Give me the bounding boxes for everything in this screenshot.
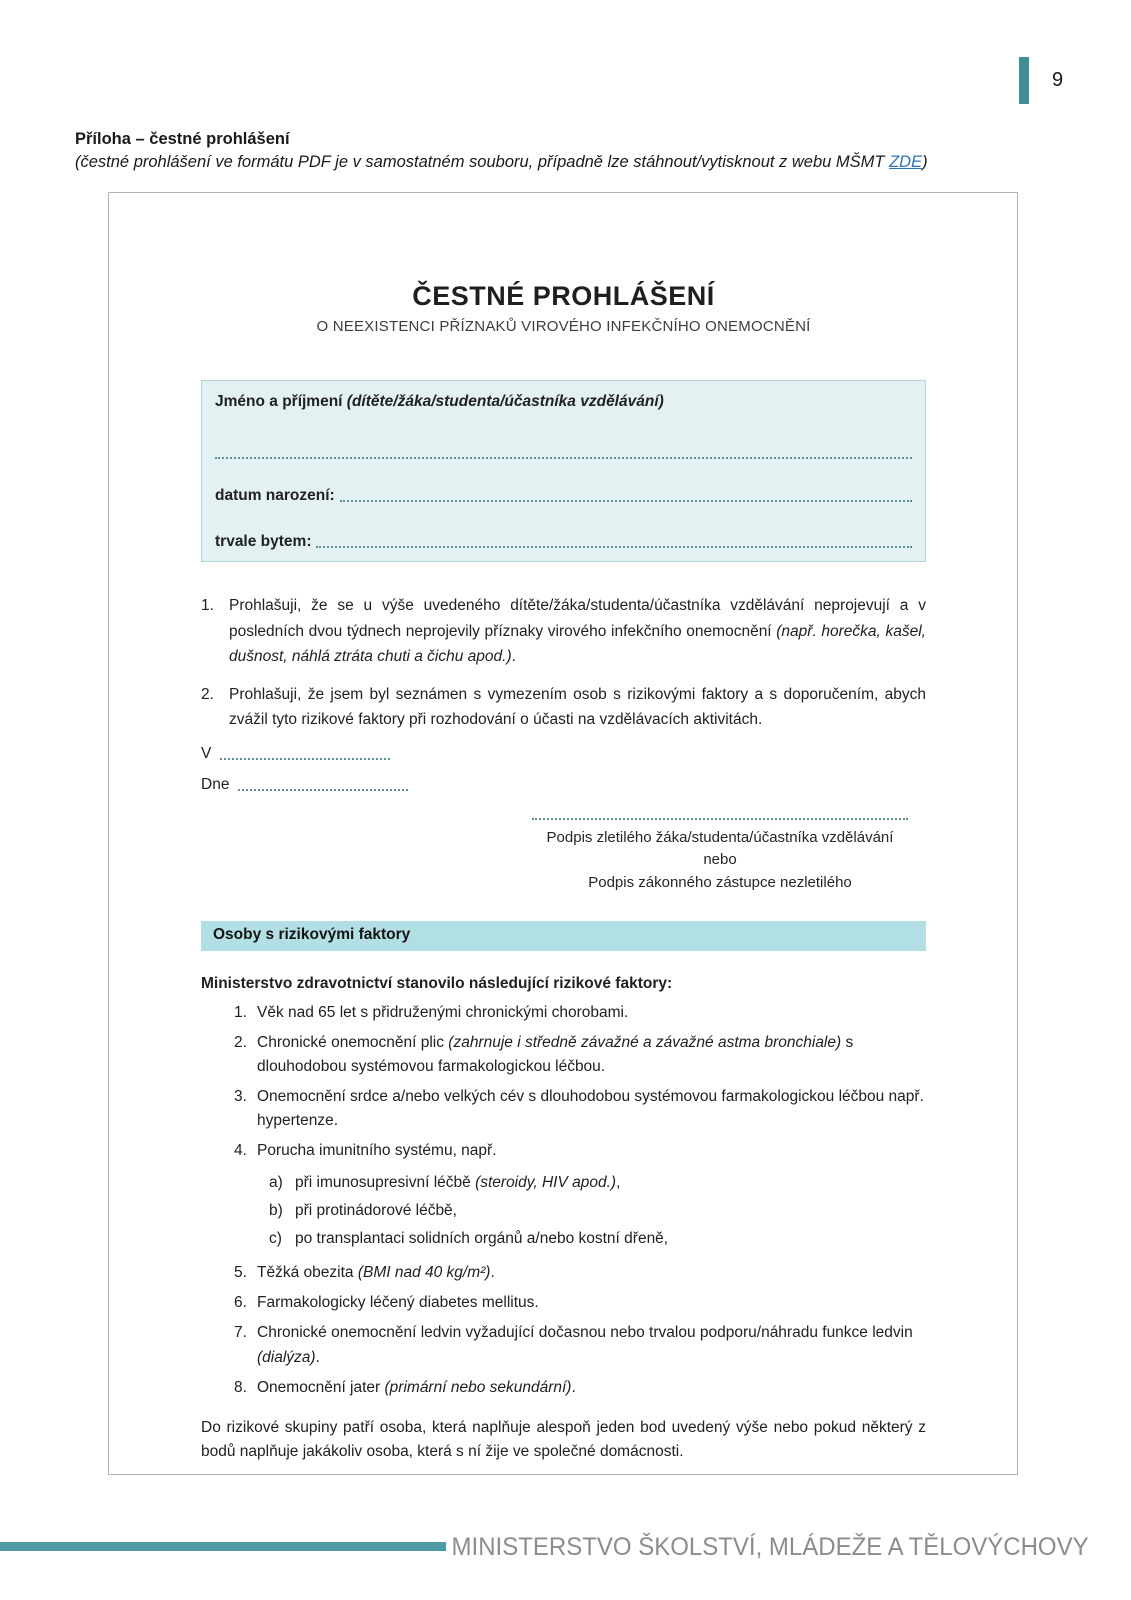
declaration-text-end: .: [511, 648, 516, 666]
address-label: trvale bytem:: [215, 533, 312, 550]
risk-item-7: [234, 1321, 926, 1369]
risk-sub-text-italic: (steroidy, HIV apod.): [475, 1174, 617, 1192]
attachment-title: Příloha – čestné prohlášení: [75, 130, 290, 148]
risk-item-2: [234, 1031, 926, 1079]
declaration-text: Prohlašuji, že jsem byl seznámen s vymezením osob s rizikovými faktory a s doporučením, abych zvážil tyto rizikové faktory při rozhodování o účasti na vzdělávacích aktivitách.: [229, 685, 926, 729]
name-label-bold: Jméno a příjmení: [215, 393, 347, 410]
page-number-marker: [1019, 57, 1063, 104]
name-fill-line: [215, 457, 912, 459]
risk-item-6: [234, 1291, 926, 1315]
risk-item-number: 5.: [234, 1264, 247, 1282]
risk-sub-item-letter: a): [269, 1174, 283, 1192]
birth-date-fill-line: [340, 500, 912, 502]
address-row: [215, 533, 912, 551]
place-label: V: [201, 744, 212, 762]
risk-text: Věk nad 65 let s přidruženými chronickými chorobami.: [257, 1004, 629, 1022]
risk-sub-item-text: [295, 1227, 668, 1251]
declaration-item-number: 1.: [201, 597, 214, 614]
declaration-document: [108, 192, 1018, 1475]
declaration-text: Prohlašuji, že se u výše uvedeného dítěte/žáka/studenta/účastníka vzdělávání neprojevují a v posledních dvou týdnech neprojevily příznaky virového infekčního onemocnění: [229, 597, 926, 640]
risk-sub-item-letter: b): [269, 1202, 283, 1220]
zde-link[interactable]: ZDE: [889, 153, 923, 171]
signature-caption-or: nebo: [703, 851, 737, 869]
date-row: [201, 776, 926, 794]
risk-text-italic: (zahrnuje i středně závažné a závažné astma bronchiale): [448, 1034, 842, 1052]
risk-item-text: [257, 1376, 926, 1400]
declaration-item-text: [229, 682, 926, 733]
risk-item-4-sublist-wrap: [234, 1169, 926, 1255]
risk-item-3: [234, 1085, 926, 1133]
risk-item-number: 8.: [234, 1378, 247, 1396]
address-fill-line: [316, 546, 912, 548]
declaration-list: [201, 593, 926, 733]
risk-sub-item-b: [269, 1199, 668, 1223]
risk-text: Chronické onemocnění ledvin vyžadující dočasnou nebo trvalou podporu/náhradu funkce ledvin: [257, 1324, 913, 1342]
risk-text-end: .: [571, 1378, 576, 1396]
risk-item-text: [257, 1321, 926, 1369]
ministry-name: MINISTERSTVO ŠKOLSTVÍ, MLÁDEŽE A TĚLOVÝCHOVY: [451, 1533, 1089, 1561]
risk-item-number: 3.: [234, 1088, 247, 1106]
page-number: 9: [1052, 69, 1064, 91]
name-field-label: [215, 393, 912, 411]
risk-item-text: [257, 1031, 926, 1079]
risk-text: Farmakologicky léčený diabetes mellitus.: [257, 1294, 539, 1312]
risk-sub-list: [234, 1171, 668, 1255]
place-row: [201, 745, 926, 763]
attachment-note-text: (čestné prohlášení ve formátu PDF je v samostatném souboru, případně lze stáhnout/vytisknout z webu MŠMT: [75, 153, 890, 171]
risk-item-1: [234, 1001, 926, 1025]
risk-text-italic: (primární nebo sekundární): [384, 1378, 572, 1396]
risk-sub-text: při imunosupresivní léčbě: [295, 1174, 476, 1192]
risk-sub-item-text: [295, 1199, 668, 1223]
signature-block: [532, 818, 908, 895]
risk-text: Onemocnění jater: [257, 1378, 385, 1396]
risk-item-text: [257, 1261, 926, 1285]
declaration-text-italic: (např. horečka, kašel, dušnost, náhlá ztráta chuti a čichu apod.): [229, 622, 926, 666]
risk-sub-text: při protinádorové léčbě,: [295, 1202, 457, 1220]
name-label-note: (dítěte/žáka/studenta/účastníka vzdělávání): [346, 393, 664, 410]
birth-date-row: [215, 487, 912, 505]
date-label: Dne: [201, 775, 230, 793]
risk-text-italic: (BMI nad 40 kg/m²): [357, 1264, 491, 1282]
risk-item-4: [234, 1139, 926, 1163]
declaration-item-text: [229, 593, 926, 670]
risk-text: Onemocnění srdce a/nebo velkých cév s dlouhodobou systémovou farmakologickou léčbou např. hypertenze.: [257, 1088, 924, 1130]
risk-section-header: Osoby s rizikovými faktory: [201, 921, 926, 951]
birth-date-label: datum narození:: [215, 487, 335, 504]
declaration-item-1: [201, 593, 926, 670]
signature-caption-adult: Podpis zletilého žáka/studenta/účastníka vzdělávání: [546, 828, 894, 846]
declaration-item-number: 2.: [201, 685, 214, 703]
risk-text-end: .: [315, 1348, 320, 1366]
risk-item-number: 4.: [234, 1142, 247, 1160]
risk-item-number: 7.: [234, 1324, 247, 1342]
risk-section-intro: Ministerstvo zdravotnictví stanovilo následující rizikové faktory:: [201, 975, 673, 993]
signature-caption-guardian: Podpis zákonného zástupce nezletilého: [588, 873, 852, 891]
attachment-note: [75, 153, 928, 172]
risk-item-text: [257, 1291, 926, 1315]
risk-item-text: [257, 1001, 926, 1025]
date-fill-line: [238, 789, 408, 791]
risk-sub-item-text: [295, 1171, 668, 1195]
personal-info-box: [201, 380, 926, 562]
attachment-header: [75, 130, 928, 172]
footer-accent-bar: [0, 1542, 446, 1551]
form-subtitle: O NEEXISTENCI PŘÍZNAKŮ VIROVÉHO INFEKČNÍHO ONEMOCNĚNÍ: [316, 318, 811, 335]
risk-sub-text-end: ,: [616, 1174, 621, 1192]
risk-sub-text: po transplantaci solidních orgánů a/nebo kostní dřeně,: [295, 1230, 669, 1248]
risk-sub-item-letter: c): [269, 1230, 282, 1248]
risk-text-italic: (dialýza): [257, 1348, 316, 1366]
risk-factor-list: [201, 1001, 926, 1399]
risk-text-end: .: [490, 1264, 495, 1282]
risk-text: Porucha imunitního systému, např.: [257, 1142, 497, 1160]
risk-item-number: 1.: [234, 1004, 247, 1022]
risk-text-end: s dlouhodobou systémovou farmakologickou léčbou.: [257, 1034, 854, 1076]
signature-line: [532, 818, 908, 820]
page-number-bar-icon: [1019, 57, 1029, 104]
risk-item-5: [234, 1261, 926, 1285]
risk-item-text: [257, 1085, 926, 1133]
risk-item-text: [257, 1139, 926, 1163]
risk-item-8: [234, 1376, 926, 1400]
risk-sub-item-c: [269, 1227, 668, 1251]
risk-text: Chronické onemocnění plic: [257, 1034, 449, 1052]
place-fill-line: [220, 758, 390, 760]
form-title: ČESTNÉ PROHLÁŠENÍ: [412, 281, 715, 311]
risk-closing-paragraph: Do rizikové skupiny patří osoba, která naplňuje alespoň jeden bod uvedený výše nebo pokud některý z bodů naplňuje jakákoliv osoba, která s ní žije ve společné domácnosti.: [201, 1418, 926, 1461]
risk-item-number: 2.: [234, 1034, 247, 1052]
declaration-item-2: [201, 682, 926, 733]
risk-sub-item-a: [269, 1171, 668, 1195]
attachment-note-close: ): [922, 153, 928, 171]
risk-item-number: 6.: [234, 1294, 247, 1312]
risk-text: Těžká obezita: [257, 1264, 358, 1282]
